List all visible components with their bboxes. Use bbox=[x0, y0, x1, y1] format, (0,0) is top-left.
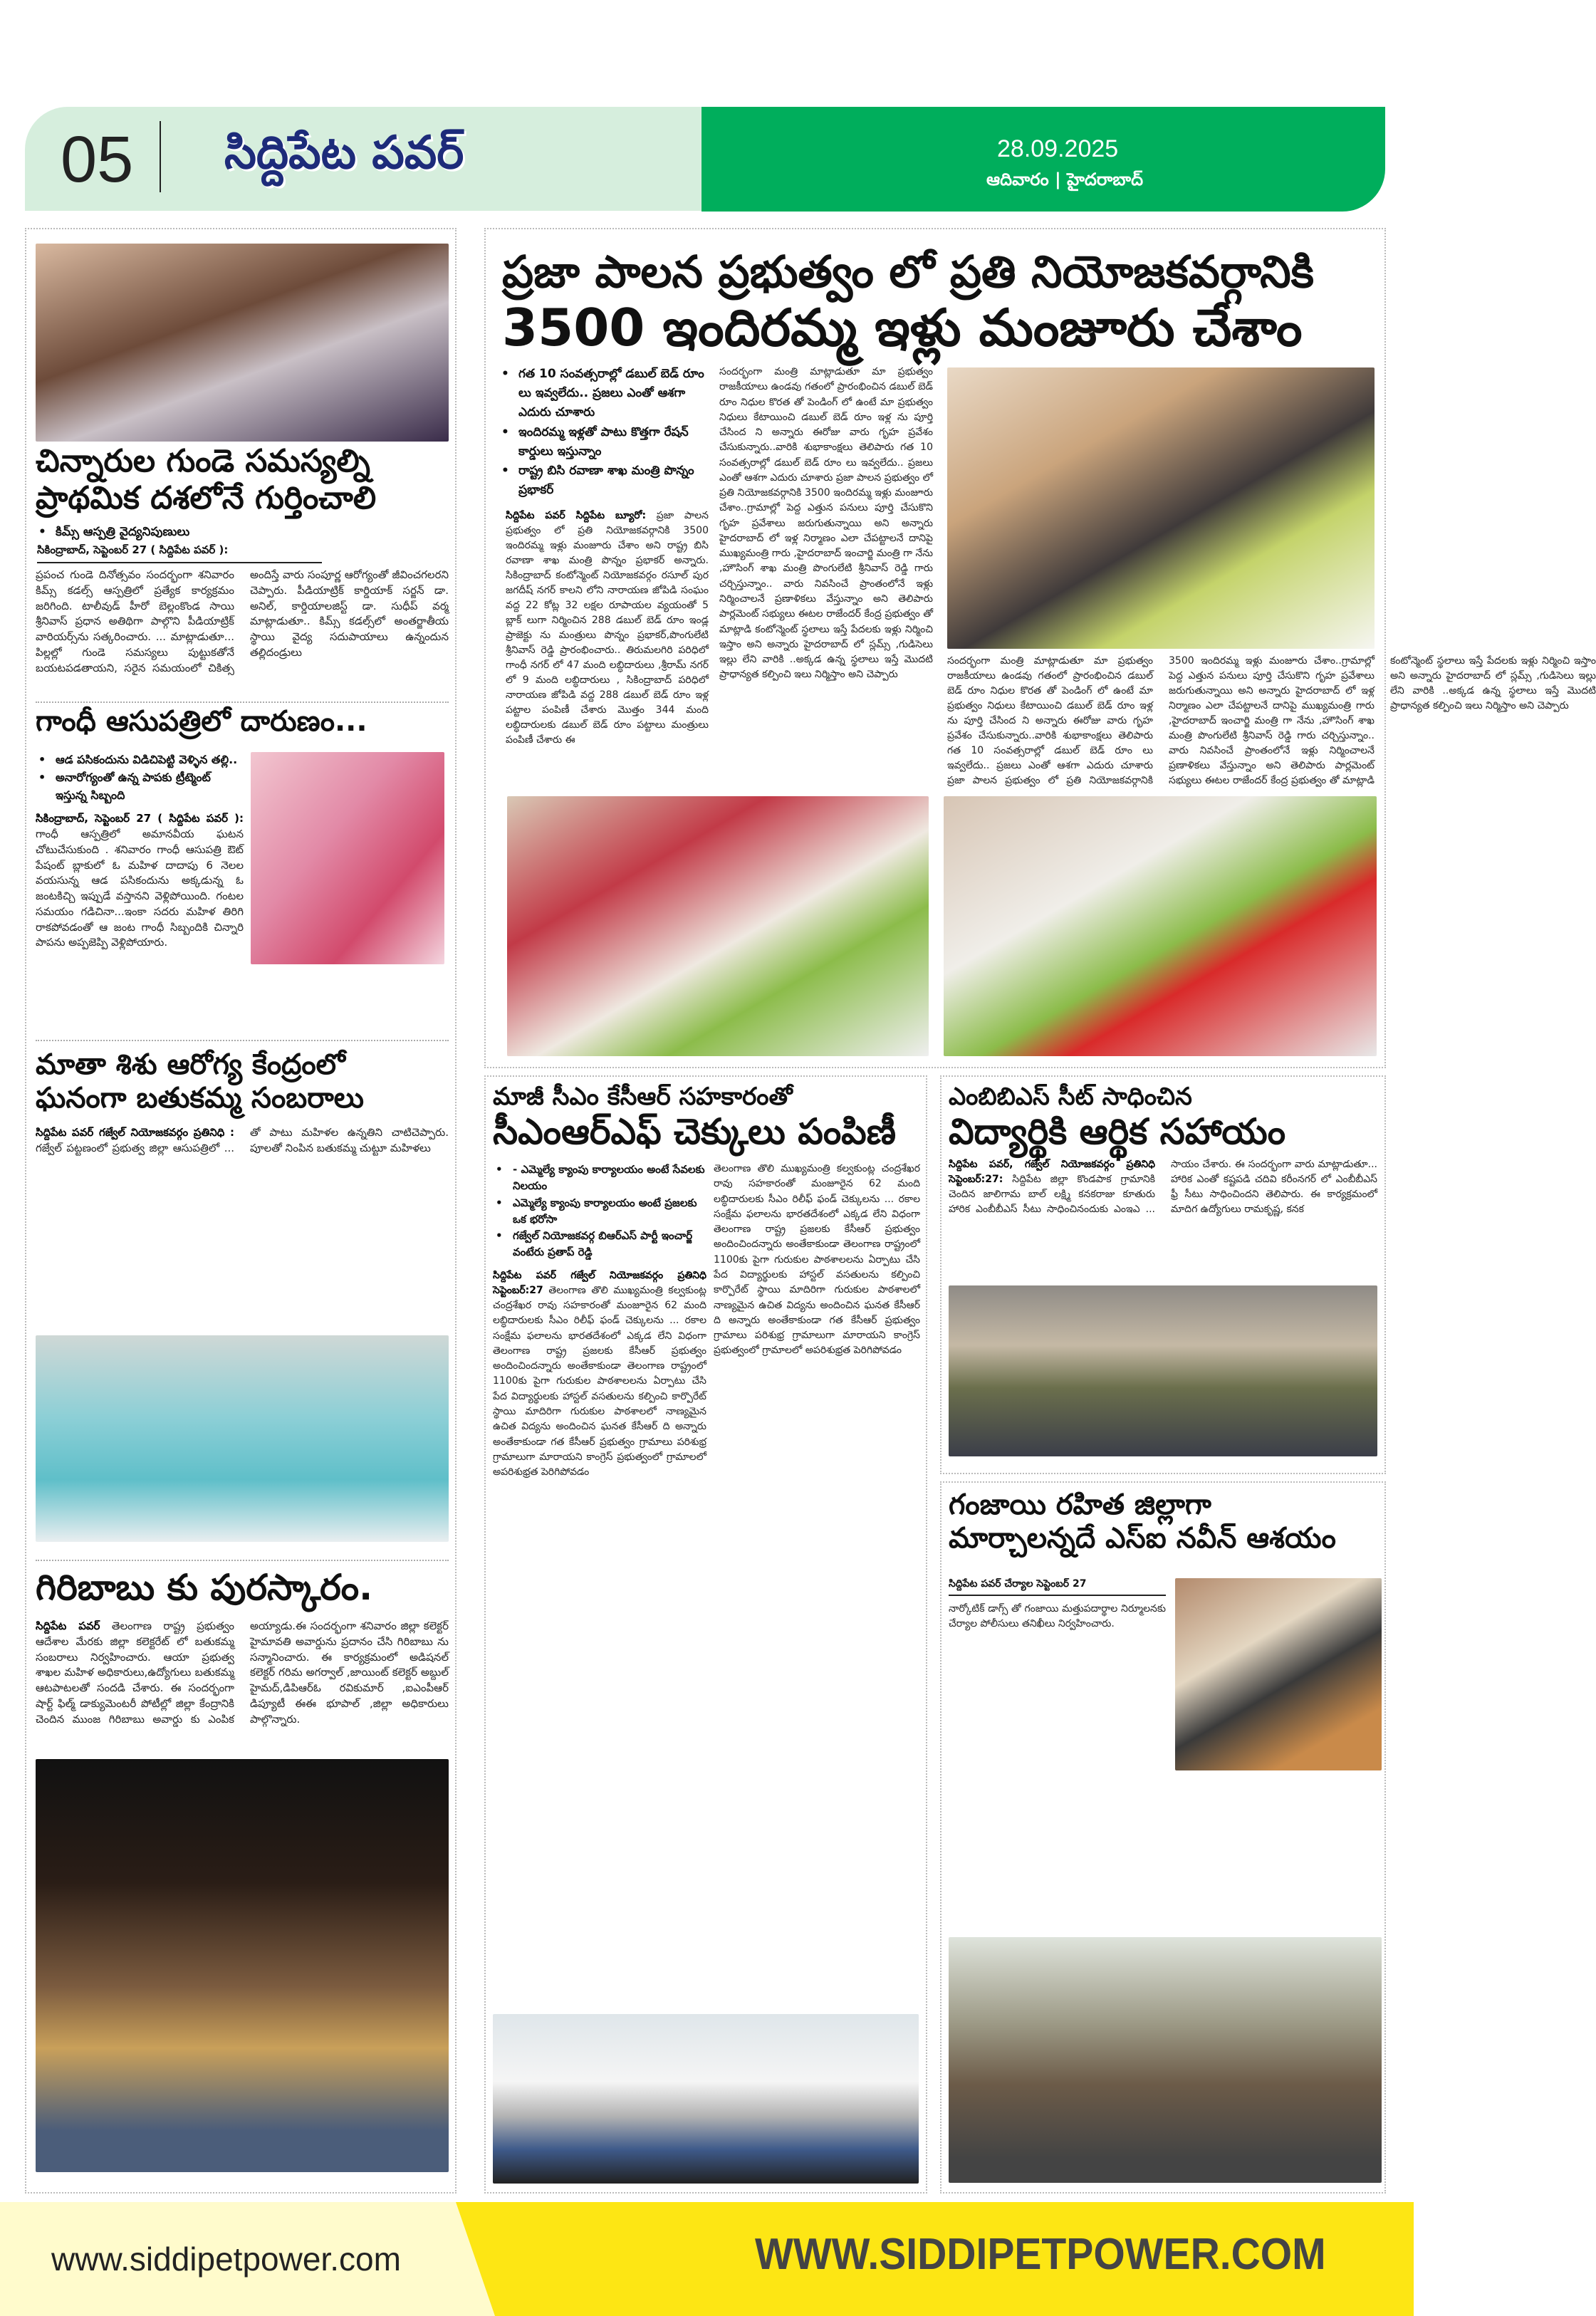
bullet: • - ఎమ్మెల్యే క్యాంపు కార్యాలయం అంటే సేవలకు నిలయం bbox=[493, 1162, 706, 1195]
bathukamma-story bbox=[36, 1048, 449, 1330]
kims-story bbox=[36, 443, 449, 698]
dateline: సికింద్రాబాద్, సెప్టెంబర్ 27 ( సిద్దిపేట పవర్ ): bbox=[37, 543, 322, 563]
dateline: సిద్దిపేట పవర్ చేర్యాల సెప్టెంబర్ 27 bbox=[949, 1578, 1166, 1596]
bullet: • అనారోగ్యంతో ఉన్న పాపకు ట్రీట్మెంట్ ఇస్తున్న సిబ్బంది bbox=[36, 769, 244, 805]
bullet: • కిమ్స్ ఆస్పత్రి వైద్యనిపుణులు bbox=[36, 523, 320, 542]
lead-text-col-1 bbox=[499, 365, 709, 788]
article-body-bathukamma: సిద్దిపేట పవర్ గజ్వేల్ నియోజకవర్గం ప్రతినిధి : గజ్వేల్ పట్టణంలో ప్రభుత్వ జిల్లా ఆసుపత్రిలో ... తో పాటు మహిళల ఉన్నతిని చాటిచెప్పారు. పూలతో నింపిన బతుకమ్మ చుట్టూ మహిళలు bbox=[36, 1126, 449, 1155]
article-body-lead-2: సందర్భంగా మంత్రి మాట్లాడుతూ మా ప్రభుత్వం రాజకీయాలు ఉండవు గతంలో ప్రారంభించిన డబుల్ బెడ్ రూం నిధుల కొరత తో పెండింగ్ లో ఉంటే మా ప్రభుత్వం నిధులు కేటాయించి డబుల్ బెడ్ రూం ఇళ్ల ను పూర్తి చేసింద ని అన్నారు ఈరోజు వారు గృహ ప్రవేశం చేసుకున్నారు..వారికి శుభాకాంక్షలు తెలిపారు గత 10 సంవత్సరాల్లో డబుల్ బెడ్ రూం లు ఇవ్వలేదు.. ప్రజలు ఎంతో ఆశగా ఎదురు చూశారు ప్రజా పాలన ప్రభుత్వం లో ప్రతి నియోజకవర్గానికి 3500 ఇందిరమ్మ ఇళ్లు మంజూరు చేశాం..గ్రామాల్లో పెద్ద ఎత్తున పనులు పూర్తి చేసుకొని గృహ ప్రవేశాలు జరుగుతున్నాయి అని అన్నారు హైదరాబాద్ లో ఇళ్ల నిర్మాణం ఎలా చేపట్టాలనే దానిపై ముఖ్యమంత్రి గారు ,హైదరాబాద్ ఇంచార్జి మంత్రి గా నేను ,హౌసింగ్ శాఖ మంత్రి పొంగులేటి శ్రీనివాస్ రెడ్డి గారు చర్చిస్తున్నాం.. వారు నివసించే ప్రాంతంలోనే ఇళ్లు నిర్మించాలనే ప్రణాళికలు వేస్తున్నాం అని తెలిపారు పార్లమెంట్ సభ్యులు ఈటల రాజేందర్ కేంద్ర ప్రభుత్వం తో మాట్లాడి కంటోన్మెంట్ స్థలాలు ఇస్తే పేదలకు ఇళ్లు నిర్మించి ఇస్తాం అని అన్నారు హైదరాబాద్ లో స్లమ్స్ ,గుడిసెలు ఇల్లు లేని వారికి ..అక్కడ ఉన్న స్థలాలు ఇస్తే మొదటి ప్రాధాన్యత కల్పించి ఇలు నిర్మిస్తాం అని చెప్పారు bbox=[719, 366, 933, 681]
photo-lead-3 bbox=[944, 796, 1377, 1056]
bullet: • ఇందిరమ్మ ఇళ్లతో పాటు కొత్తగా రేషన్ కార్డులు ఇస్తున్నాం bbox=[499, 423, 709, 461]
article-body-lead-1: సిద్దిపేట పవర్ సిద్దిపేట బ్యూరో: ప్రజా పాలన ప్రభుత్వం లో ప్రతి నియోజకవర్గానికి 3500 ఇందిరమ్మ ఇళ్లు మంజూరు చేశాం అని రాష్ట్ర బిసి రవాణా శాఖ మంత్రి పొన్నం ప్రభాకర్ అన్నారు. సికింద్రాబాద్ కంటోన్మెంట్ నియోజకవర్గం రసూల్ పుర జగదీష్ నగర్ కాలని లోని నారాయణ జోపిడి సంఘం వద్ద 22 కోట్ల 32 లక్షల రూపాయల వ్యయంతో 5 బ్లాక్ లుగా నిర్మించిన 288 డబుల్ బెడ్ రూం ఇండ్ల ప్రాజెక్టు ను మంత్రులు పొన్నం ప్రభాకర్,పొంగులేటి శ్రీనివాస్ రెడ్డి ప్రారంభించారు.. తిరుమలగిరి పరిధిలో గాంధీ నగర్ లో 47 మంది లబ్ధిదారులు ,శ్రీరామ్ నగర్ లో 9 మంది లబ్ధిదారులు , సికింద్రాబాద్ పరిధిలో నారాయణ జోపిడి వద్ద 288 డబుల్ బెడ్ రూం ఇళ్ల పట్టాల పంపిణీ చేశారు మొత్తం 344 మంది లబ్ధిదారులకు డబుల్ బెడ్ రూం పట్టాలు మంత్రులు పంపిణీ చేశారు ఈ bbox=[506, 510, 709, 746]
photo-giribabu-award bbox=[36, 1759, 449, 2172]
photo-gandhi-baby bbox=[251, 752, 444, 964]
photo-ganja-shop bbox=[1175, 1578, 1382, 1770]
article-body-gandhi: సికింద్రాబాద్, సెప్టెంబర్ 27 ( సిద్దిపేట పవర్ ): గాంధీ ఆస్పత్రిలో అమానవీయ ఘటన చోటుచేసుకుంది . శనివారం గాంధీ ఆసుపత్రి ఔట్ పేషంట్ బ్లాకులో ఓ మహిళ దాదాపు 6 నెలల వయసున్న ఆడ పసికందును అక్కడున్న ఓ జంటకిచ్చి ఇప్పుడే వస్తానని వెళ్లిపోయింది. గంటల సమయం గడిచినా...ఇంకా సదరు మహిళ తిరిగి రాకపోవడంతో ఆ జంట గాంధీ సిబ్బందికి చిన్నారి పాపను అప్పజెప్పి వెళ్లిపోయారు. bbox=[36, 812, 244, 949]
website-link-small[interactable]: www.siddipetpower.com bbox=[51, 2241, 401, 2278]
photo-bathukamma bbox=[36, 1335, 449, 1542]
paper-name: సిద్దిపేట పవర్ bbox=[224, 127, 464, 179]
ganja-text bbox=[949, 1578, 1166, 1927]
cmrf-text bbox=[493, 1083, 920, 2008]
headline-cmrf: మాజీ సీఎం కేసీఆర్ సహకారంతో సీఎంఆర్ఎఫ్ చెక్కులు పంపిణీ bbox=[493, 1083, 897, 1153]
headline-ganja: గంజాయి రహిత జిల్లాగా మార్చాలన్నదే ఎస్ఐ నవీన్ ఆశయం bbox=[949, 1488, 1336, 1555]
headline-kims: చిన్నారుల గుండె సమస్యల్ని ప్రాథమిక దశలోనే గుర్తించాలి bbox=[36, 443, 377, 516]
photo-cmrf-cheques bbox=[493, 2014, 919, 2184]
headline-gandhi: గాంధీ ఆసుపత్రిలో దారుణం... bbox=[36, 705, 367, 738]
photo-lead-ribbon bbox=[947, 367, 1375, 649]
mbbs-text bbox=[949, 1083, 1377, 1282]
bullet: • గజ్వేల్ నియోజకవర్గ బిఆర్ఎస్ పార్టీ ఇంచార్జ్ వంటేరు ప్రతాప్ రెడ్డి bbox=[493, 1228, 706, 1261]
article-body-ganja: నార్కోటిక్ డాగ్స్ తో గంజాయి మత్తుపదార్థాల నిర్మూలనకు చేర్యాల పోలీసులు తనిఖీలు నిర్వహించారు. bbox=[949, 1603, 1166, 1629]
article-body-mbbs: సిద్దిపేట పవర్, గజ్వేల్ నియోజకవర్గం ప్రతినిధి సెప్టెంబర్:27: సిద్దిపేట జిల్లా కొండపాక గ్రామానికి చెందిన జాలిగామ బాల్ లక్ష్మి కనకరాజు కూతురు హారిక ఎంబీబీఎస్ సీటు సాధించినందుకు ఎంఇఎ ... సాయం చేశారు. ఈ సందర్భంగా వారు మాట్లాడుతూ... హారిక ఎంతో కష్టపడి చదివి కరీంనగర్ లో ఎంబీబీఎస్ ఫ్రీ సీటు సాధించిందని తెలిపారు. ఈ కార్యక్రమంలో మాదిగ ఉద్యోగులు రామకృష్ణ, కనక bbox=[949, 1159, 1377, 1216]
photo-lead-2 bbox=[507, 796, 929, 1056]
bullet: • ఎమ్మెల్యే క్యాంపు కార్యాలయం అంటే ప్రజలకు ఒక భరోసా bbox=[493, 1195, 706, 1229]
gandhi-story-text bbox=[36, 751, 244, 1031]
photo-mbbs bbox=[949, 1285, 1377, 1456]
article-body-cmrf-1: సిద్దిపేట పవర్ గజ్వేల్ నియోజకవర్గం ప్రతినిధి సెప్టెంబర్:27 తెలంగాణ తొలి ముఖ్యమంత్రి కల్వకుంట్ల చంద్రశేఖర రావు సహకారంతో మంజూరైన 62 మంది లబ్ధిదారులకు సీఎం రిలీఫ్ ఫండ్ చెక్కులను ... రకాల సంక్షేమ ఫలాలను భారతదేశంలో ఎక్కడ లేని విధంగా తెలంగాణ రాష్ట్ర ప్రజలకు కేసీఆర్ ప్రభుత్వం అందించిందన్నారు అంతేకాకుండా తెలంగాణ రాష్ట్రంలో 1100కు పైగా గురుకుల పాఠశాలలను ఏర్పాటు చేసి పేద విద్యార్థులకు హాస్టల్ వసతులను కల్పించి కార్పొరేట్ స్థాయి మాదిరిగా గురుకుల పాఠశాలలో నాణ్యమైన ఉచిత విద్యను అందించిన ఘనత కేసీఆర్ ది అన్నారు అంతేకాకుండా గత కేసీఆర్ ప్రభుత్వం గ్రామాలు పరిశుభ్ర గ్రామాలుగా మారాయని కాంగ్రెస్ ప్రభుత్వంలో గ్రామాలలో అపరిశుభ్రత పెరిగిపోవడం bbox=[493, 1269, 706, 1478]
photo-kims-event bbox=[36, 244, 449, 442]
edition-date: 28.09.2025 bbox=[997, 135, 1119, 162]
article-body-giribabu: సిద్దిపేట పవర్ తెలంగాణ రాష్ట్ర ప్రభుత్వం ఆదేశాల మేరకు జిల్లా కలెక్టరేట్ లో బతుకమ్మ సంబరాలు నిర్వహించారు. ఆయా ప్రభుత్వ శాఖల మహిళ అధికారులు,ఉద్యోగులు బతుకమ్మ ఆటపాటలతో సందడి చేశారు. ఈ సందర్భంగా షార్ట్ ఫిల్మ్ డాక్యుమెంటరీ పోటీల్లో జిల్లా కేంద్రానికి చెందిన ముంజ గిరిబాబు అవార్డు కు ఎంపిక అయ్యాడు.ఈ సందర్భంగా శనివారం జిల్లా కలెక్టర్ హైమావతి అవార్డును ప్రదానం చేసి గిరిబాబు ను సన్మానించారు. ఈ కార్యక్రమంలో అడిషనల్ కలెక్టర్ గరిమ అగర్వాల్ ,జాయింట్ కలెక్టర్ అబ్దుల్ హైమద్,డిపిఆర్ఓ రవికుమార్ ,ఐఎంపీఆర్ డిప్యూటీ ఈఈ భూపాల్ ,జిల్లా అధికారులు పాల్గొన్నారు. bbox=[36, 1619, 449, 1726]
bullet: • ఆడ పసికందును విడిచిపెట్టి వెళ్ళిన తల్లి.. bbox=[36, 751, 244, 769]
headline-lead: ప్రజా పాలన ప్రభుత్వం లో ప్రతి నియోజకవర్గానికి 3500 ఇందిరమ్మ ఇళ్లు మంజూరు చేశాం bbox=[502, 246, 1315, 358]
giribabu-story bbox=[36, 1567, 449, 1753]
edition-day-place: ఆదివారం | హైదరాబాద్ bbox=[986, 169, 1144, 189]
headline-giribabu: గిరిబాబు కు పురస్కారం. bbox=[36, 1567, 373, 1608]
article-body-cmrf-2: తెలంగాణ తొలి ముఖ్యమంత్రి కల్వకుంట్ల చంద్రశేఖర రావు సహకారంతో మంజూరైన 62 మంది లబ్ధిదారులకు సీఎం రిలీఫ్ ఫండ్ చెక్కులను ... రకాల సంక్షేమ ఫలాలను భారతదేశంలో ఎక్కడ లేని విధంగా తెలంగాణ రాష్ట్ర ప్రజలకు కేసీఆర్ ప్రభుత్వం అందించిందన్నారు అంతేకాకుండా తెలంగాణ రాష్ట్రంలో 1100కు పైగా గురుకుల పాఠశాలలను ఏర్పాటు చేసి పేద విద్యార్థులకు హాస్టల్ వసతులను కల్పించి కార్పొరేట్ స్థాయి మాదిరిగా గురుకుల పాఠశాలలో నాణ్యమైన ఉచిత విద్యను అందించిన ఘనత కేసీఆర్ ది అన్నారు అంతేకాకుండా గత కేసీఆర్ ప్రభుత్వం గ్రామాలు పరిశుభ్ర గ్రామాలుగా మారాయని కాంగ్రెస్ ప్రభుత్వంలో గ్రామాలలో అపరిశుభ్రత పెరిగిపోవడం bbox=[714, 1163, 920, 1357]
divider bbox=[160, 121, 161, 192]
article-body-kims: ప్రపంచ గుండె దినోత్సవం సందర్భంగా శనివారం కిమ్స్ కడల్స్ ఆస్పత్రిలో ప్రత్యేక కార్యక్రమం జరిగింది. టాలీవుడ్ హీరో బెల్లంకొండ సాయి శ్రీనివాస్ ప్రధాన అతిథిగా పాల్గొని పీడియాట్రిక్ వారియర్స్‌ను సత్కరించారు. ... మాట్లాడుతూ... పిల్లల్లో గుండె సమస్యలు పుట్టుకతోనే బయటపడతాయని, సరైన సమయంలో చికిత్స అందిస్తే వారు సంపూర్ణ ఆరోగ్యంతో జీవించగలరని చెప్పారు. పీడియాట్రిక్ కార్డియాక్ సర్జన్ డా. అనిల్, కార్డియాలజిస్ట్ డా. సుధీప్ వర్మ మాట్లాడుతూ.. కిమ్స్ కడల్స్‌లో అంతర్జాతీయ స్థాయి వైద్య సదుపాయాలు ఉన్నందున తల్లిదండ్రులు bbox=[36, 568, 449, 674]
photo-ganja-police bbox=[949, 1937, 1382, 2183]
bullet: • గత 10 సంవత్సరాల్లో డబుల్ బెడ్ రూం లు ఇవ్వలేదు.. ప్రజలు ఎంతో ఆశగా ఎదురు చూశారు bbox=[499, 365, 709, 423]
headline-mbbs: ఎంబిబిఎస్ సీట్ సాధించిన విద్యార్థికి ఆర్థిక సహాయం bbox=[949, 1083, 1286, 1153]
page-number: 05 bbox=[61, 123, 134, 196]
article-body-lead-3: సందర్భంగా మంత్రి మాట్లాడుతూ మా ప్రభుత్వం రాజకీయాలు ఉండవు గతంలో ప్రారంభించిన డబుల్ బెడ్ రూం నిధుల కొరత తో పెండింగ్ లో ఉంటే మా ప్రభుత్వం నిధులు కేటాయించి డబుల్ బెడ్ రూం ఇళ్ల ను పూర్తి చేసింద ని అన్నారు ఈరోజు వారు గృహ ప్రవేశం చేసుకున్నారు..వారికి శుభాకాంక్షలు తెలిపారు గత 10 సంవత్సరాల్లో డబుల్ బెడ్ రూం లు ఇవ్వలేదు.. ప్రజలు ఎంతో ఆశగా ఎదురు చూశారు ప్రజా పాలన ప్రభుత్వం లో ప్రతి నియోజకవర్గానికి 3500 ఇందిరమ్మ ఇళ్లు మంజూరు చేశాం..గ్రామాల్లో పెద్ద ఎత్తున పనులు పూర్తి చేసుకొని గృహ ప్రవేశాలు జరుగుతున్నాయి అని అన్నారు హైదరాబాద్ లో ఇళ్ల నిర్మాణం ఎలా చేపట్టాలనే దానిపై ముఖ్యమంత్రి గారు ,హైదరాబాద్ ఇంచార్జి మంత్రి గా నేను ,హౌసింగ్ శాఖ మంత్రి పొంగులేటి శ్రీనివాస్ రెడ్డి గారు చర్చిస్తున్నాం.. వారు నివసించే ప్రాంతంలోనే ఇళ్లు నిర్మించాలనే ప్రణాళికలు వేస్తున్నాం అని తెలిపారు పార్లమెంట్ సభ్యులు ఈటల రాజేందర్ కేంద్ర ప్రభుత్వం తో మాట్లాడి కంటోన్మెంట్ స్థలాలు ఇస్తే పేదలకు ఇళ్లు నిర్మించి ఇస్తాం అని అన్నారు హైదరాబాద్ లో స్లమ్స్ ,గుడిసెలు ఇల్లు లేని వారికి ..అక్కడ ఉన్న స్థలాలు ఇస్తే మొదటి ప్రాధాన్యత కల్పించి ఇలు నిర్మిస్తాం అని చెప్పారు bbox=[947, 655, 1596, 786]
website-link-large[interactable]: WWW.SIDDIPETPOWER.COM bbox=[755, 2230, 1326, 2279]
bullet: • రాష్ట్ర బిసి రవాణా శాఖ మంత్రి పొన్నం ప్రభాకర్ bbox=[499, 461, 709, 500]
headline-bathukamma: మాతా శిశు ఆరోగ్య కేంద్రంలో ఘనంగా బతుకమ్మ సంబరాలు bbox=[36, 1048, 364, 1115]
